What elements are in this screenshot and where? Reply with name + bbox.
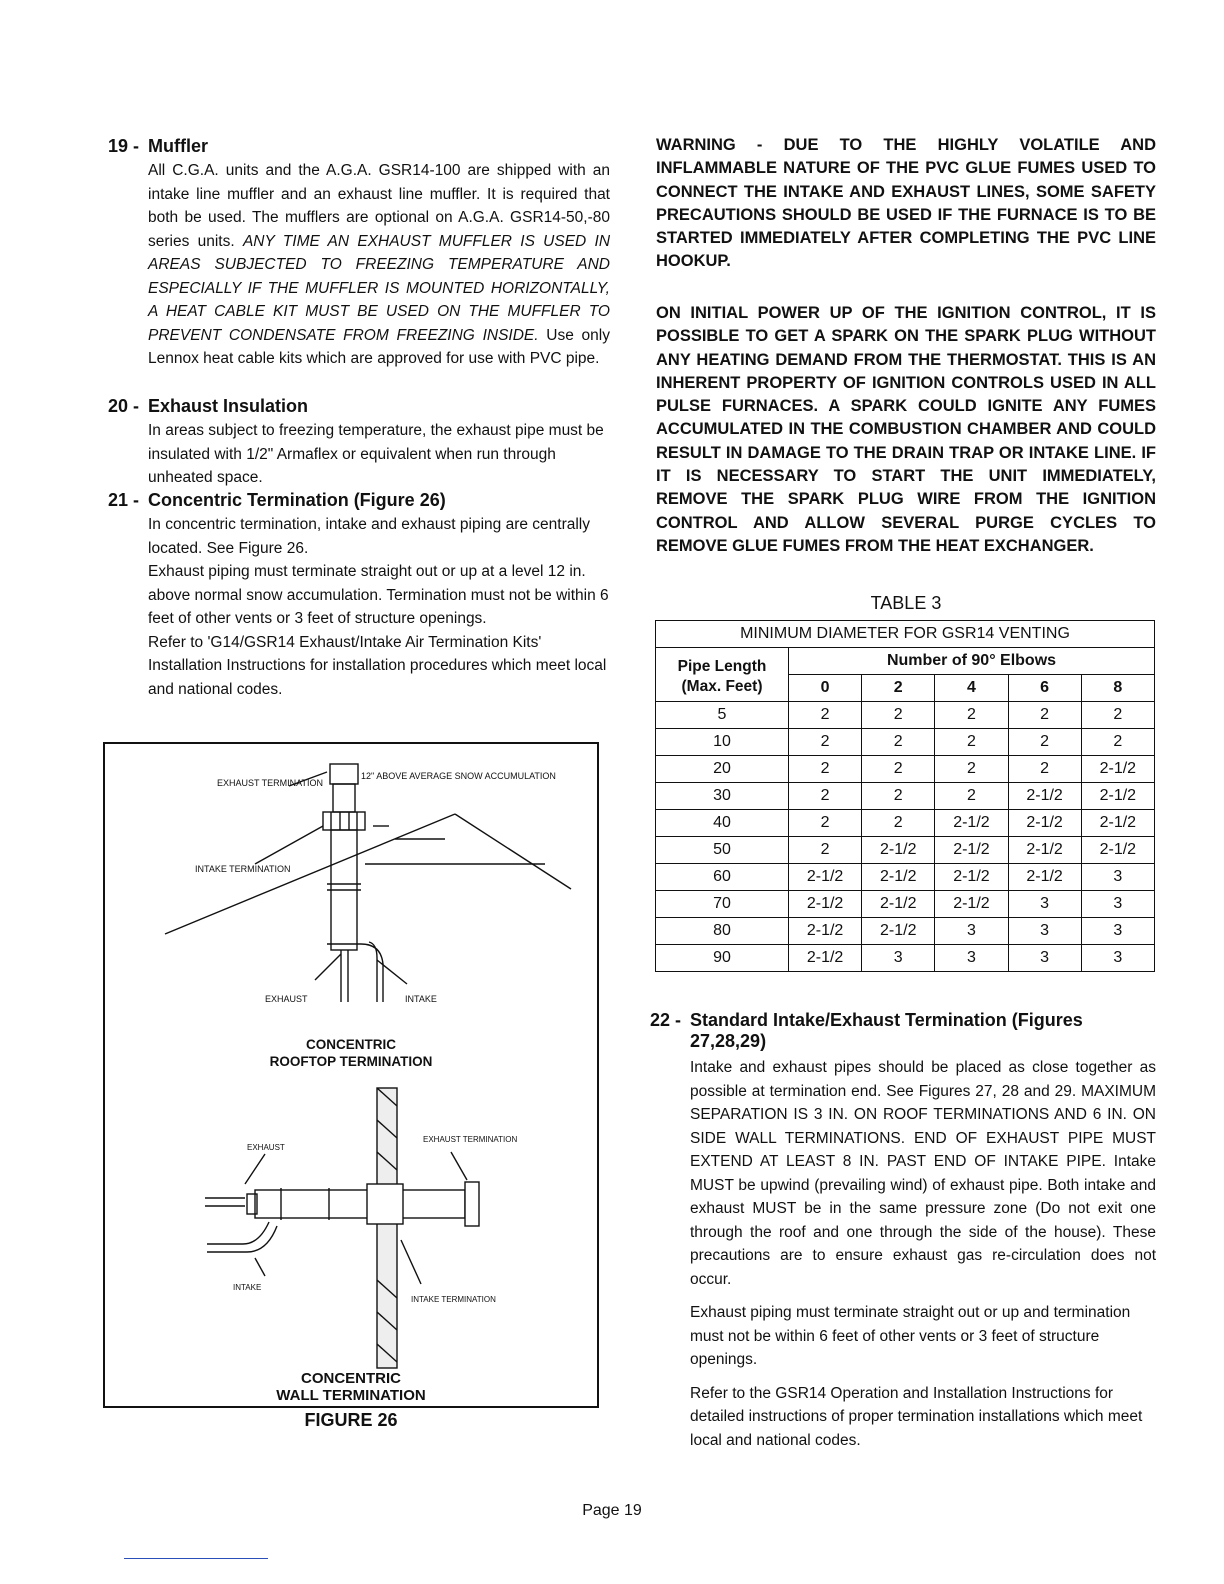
table-row xyxy=(656,702,1155,729)
table-row xyxy=(656,810,1155,837)
diameter-cell: 2 xyxy=(1008,702,1081,729)
section-body: Refer to the GSR14 Operation and Installation Instructions for detailed instructions of proper termination installations which meet local and national codes. xyxy=(690,1384,1143,1449)
diameter-cell: 2-1/2 xyxy=(862,864,935,891)
diameter-cell: 2-1/2 xyxy=(1081,810,1154,837)
section-20 xyxy=(108,396,610,490)
diameter-cell: 2 xyxy=(1081,702,1154,729)
venting-table xyxy=(655,620,1155,972)
diameter-cell: 2-1/2 xyxy=(1081,837,1154,864)
section-body: Refer to 'G14/GSR14 Exhaust/Intake Air Termination Kits' Installation Instructions for installation procedures which meet local and national codes. xyxy=(148,633,607,698)
diameter-cell: 3 xyxy=(1081,918,1154,945)
section-title: Standard Intake/Exhaust Termination (Figures 27,28,29) xyxy=(690,1010,1083,1051)
pipe-length-cell: 10 xyxy=(656,729,789,756)
diameter-cell: 2 xyxy=(1081,729,1154,756)
diameter-cell: 2 xyxy=(862,783,935,810)
diameter-cell: 3 xyxy=(1081,891,1154,918)
section-body: Exhaust piping must terminate straight out or up and termination must not be within 6 feet of other vents or 3 feet of structure openings. xyxy=(690,1304,1131,1368)
wall-caption: CONCENTRIC WALL TERMINATION xyxy=(276,1370,426,1404)
section-body: All C.G.A. units and the A.G.A. GSR14-100 are shipped with an intake line muffler and an exhaust line muffler. It is required that both be used. The mufflers are optional on A.G.A. GSR14-50,-80 series units. ANY TIME AN EXHAUST MUFFLER IS USED IN AREAS SUBJECTED TO FREEZING TEMPERATURE AND ESPECIALLY IF THE MUFFLER IS MOUNTED HORIZONTALLY, A HEAT CABLE KIT MUST BE USED ON THE MUFFLER TO PREVENT CONDENSATE FROM FREEZING INSIDE. Use only Lennox heat cable kits which are approved for use with PVC pipe. xyxy=(148,162,611,367)
wall-termination-drawing xyxy=(105,1080,597,1380)
table-row xyxy=(656,837,1155,864)
section-22 xyxy=(650,1010,1156,1452)
diameter-cell: 2 xyxy=(935,702,1008,729)
label-intake-termination: INTAKE TERMINATION xyxy=(411,1295,496,1304)
diameter-cell: 2-1/2 xyxy=(789,918,862,945)
section-19 xyxy=(108,136,610,371)
diameter-cell: 3 xyxy=(1008,945,1081,972)
elbow-count: 4 xyxy=(935,675,1008,702)
diameter-cell: 3 xyxy=(935,945,1008,972)
diameter-cell: 2 xyxy=(789,729,862,756)
section-body: Exhaust piping must terminate straight out or up at a level 12 in. above normal snow accumulation. Termination must not be within 6 feet of other vents or 3 feet of structure openings. xyxy=(148,563,609,627)
diameter-cell: 2-1/2 xyxy=(789,891,862,918)
pipe-length-cell: 30 xyxy=(656,783,789,810)
warning-text: WARNING - DUE TO THE HIGHLY VOLATILE AND INFLAMMABLE NATURE OF THE PVC GLUE FUMES USED TO CONNECT THE INTAKE AND EXHAUST LINES, SOME SAFETY PRECAUTIONS SHOULD BE USED IF THE FURNACE IS TO BE STARTED IMMEDIATELY AFTER COMPLETING THE PVC LINE HOOKUP. xyxy=(656,136,1156,271)
pipe-length-cell: 70 xyxy=(656,891,789,918)
diameter-cell: 2-1/2 xyxy=(935,864,1008,891)
section-title: Concentric Termination (Figure 26) xyxy=(148,490,446,510)
diameter-cell: 2-1/2 xyxy=(789,945,862,972)
pipe-length-cell: 20 xyxy=(656,756,789,783)
label-intake: INTAKE xyxy=(233,1283,262,1292)
figure-title: FIGURE 26 xyxy=(304,1410,398,1430)
label-exhaust: EXHAUST xyxy=(265,994,308,1004)
diameter-cell: 2-1/2 xyxy=(935,837,1008,864)
diameter-cell: 2 xyxy=(862,702,935,729)
table-title: MINIMUM DIAMETER FOR GSR14 VENTING xyxy=(656,621,1155,648)
pipe-length-cell: 5 xyxy=(656,702,789,729)
pipe-length-cell: 40 xyxy=(656,810,789,837)
figure-26-box xyxy=(103,742,599,1408)
diameter-cell: 2 xyxy=(935,783,1008,810)
footer-rule xyxy=(124,1558,268,1559)
diameter-cell: 2-1/2 xyxy=(862,837,935,864)
rooftop-termination-drawing xyxy=(105,744,597,1044)
diameter-cell: 2-1/2 xyxy=(1081,756,1154,783)
diameter-cell: 3 xyxy=(1081,945,1154,972)
diameter-cell: 2-1/2 xyxy=(935,891,1008,918)
diameter-cell: 2 xyxy=(789,810,862,837)
elbow-count: 8 xyxy=(1081,675,1154,702)
label-above-snow: 12" ABOVE AVERAGE SNOW ACCUMULATION xyxy=(361,771,556,781)
diameter-cell: 3 xyxy=(1081,864,1154,891)
page-number: Page 19 xyxy=(582,1502,642,1519)
diameter-cell: 2 xyxy=(789,756,862,783)
diameter-cell: 2 xyxy=(1008,756,1081,783)
section-title: Muffler xyxy=(148,136,208,156)
table-body xyxy=(656,702,1155,972)
table-row xyxy=(656,783,1155,810)
section-21 xyxy=(108,490,610,701)
table-row xyxy=(656,918,1155,945)
elbows-header: Number of 90° Elbows xyxy=(789,648,1155,675)
pipe-length-cell: 90 xyxy=(656,945,789,972)
diameter-cell: 3 xyxy=(1008,918,1081,945)
section-number: 21 - xyxy=(108,490,140,510)
diameter-cell: 2 xyxy=(789,837,862,864)
label-exhaust-termination: EXHAUST TERMINATION xyxy=(217,778,324,788)
diameter-cell: 2-1/2 xyxy=(935,810,1008,837)
label-exhaust-termination: EXHAUST TERMINATION xyxy=(423,1135,518,1144)
label-intake: INTAKE xyxy=(405,994,437,1004)
diameter-cell: 2-1/2 xyxy=(1008,810,1081,837)
diameter-cell: 2-1/2 xyxy=(1008,783,1081,810)
section-body: In areas subject to freezing temperature, the exhaust pipe must be insulated with 1/2" Armaflex or equivalent when run through unheated space. xyxy=(148,422,604,486)
diameter-cell: 2 xyxy=(862,729,935,756)
diameter-cell: 2 xyxy=(935,729,1008,756)
table-row xyxy=(656,756,1155,783)
section-body: In concentric termination, intake and exhaust piping are centrally located. See Figure 26. xyxy=(148,516,590,557)
diameter-cell: 2-1/2 xyxy=(862,918,935,945)
pipe-length-cell: 80 xyxy=(656,918,789,945)
table-label: TABLE 3 xyxy=(870,593,942,613)
rooftop-caption: CONCENTRIC ROOFTOP TERMINATION xyxy=(269,1037,433,1069)
diameter-cell: 3 xyxy=(862,945,935,972)
diameter-cell: 2-1/2 xyxy=(789,864,862,891)
pipe-length-header: Pipe Length (Max. Feet) xyxy=(656,648,789,702)
section-title: Exhaust Insulation xyxy=(148,396,309,416)
diameter-cell: 2-1/2 xyxy=(1008,837,1081,864)
warning-text-ignition: ON INITIAL POWER UP OF THE IGNITION CONTROL, IT IS POSSIBLE TO GET A SPARK ON THE SPARK PLUG WITHOUT ANY HEATING DEMAND FROM THE THERMOSTAT. THIS IS AN INHERENT PROPERTY OF IGNITION CONTROLS USED IN ALL PULSE FURNACES. A SPARK COULD IGNITE ANY FUMES ACCUMULATED IN THE COMBUSTION CHAMBER AND COULD RESULT IN DAMAGE TO THE DRAIN TRAP OR INTAKE LINE. IF IT IS NECESSARY TO START THE UNIT IMMEDIATELY, REMOVE THE SPARK PLUG WIRE FROM THE IGNITION CONTROL AND ALLOW SEVERAL PURGE CYCLES TO REMOVE GLUE FUMES FROM THE HEAT EXCHANGER. xyxy=(656,304,1156,555)
diameter-cell: 2 xyxy=(935,756,1008,783)
table-row xyxy=(656,864,1155,891)
diameter-cell: 2 xyxy=(789,702,862,729)
diameter-cell: 2 xyxy=(862,810,935,837)
table-row xyxy=(656,945,1155,972)
label-intake-termination: INTAKE TERMINATION xyxy=(195,864,291,874)
section-body: Intake and exhaust pipes should be placed as close together as possible at termination end. See Figures 27, 28 and 29. MAXIMUM SEPARATION IS 3 IN. ON ROOF TERMINATIONS AND 6 IN. ON SIDE WALL TERMINATIONS. END OF EXHAUST PIPE MUST EXTEND AT LEAST 8 IN. PAST END OF INTAKE PIPE. Intake MUST be upwind (prevailing wind) of exhaust pipe. Both intake and exhaust MUST be in the same pressure zone (Do not exit one through the roof and one through the side of the house). These precautions are to ensure exhaust gas re-circulation does not occur. xyxy=(690,1059,1156,1288)
table-row xyxy=(656,729,1155,756)
diameter-cell: 2 xyxy=(862,756,935,783)
elbow-count: 6 xyxy=(1008,675,1081,702)
diameter-cell: 2-1/2 xyxy=(1008,864,1081,891)
diameter-cell: 2-1/2 xyxy=(1081,783,1154,810)
diameter-cell: 2-1/2 xyxy=(862,891,935,918)
table-row xyxy=(656,891,1155,918)
section-number: 20 - xyxy=(108,396,140,416)
elbow-count: 2 xyxy=(862,675,935,702)
elbow-count: 0 xyxy=(789,675,862,702)
diameter-cell: 2 xyxy=(789,783,862,810)
section-number: 22 - xyxy=(650,1010,682,1030)
pipe-length-cell: 60 xyxy=(656,864,789,891)
section-number: 19 - xyxy=(108,136,140,156)
label-exhaust: EXHAUST xyxy=(247,1143,285,1152)
diameter-cell: 3 xyxy=(935,918,1008,945)
diameter-cell: 2 xyxy=(1008,729,1081,756)
diameter-cell: 3 xyxy=(1008,891,1081,918)
pipe-length-cell: 50 xyxy=(656,837,789,864)
